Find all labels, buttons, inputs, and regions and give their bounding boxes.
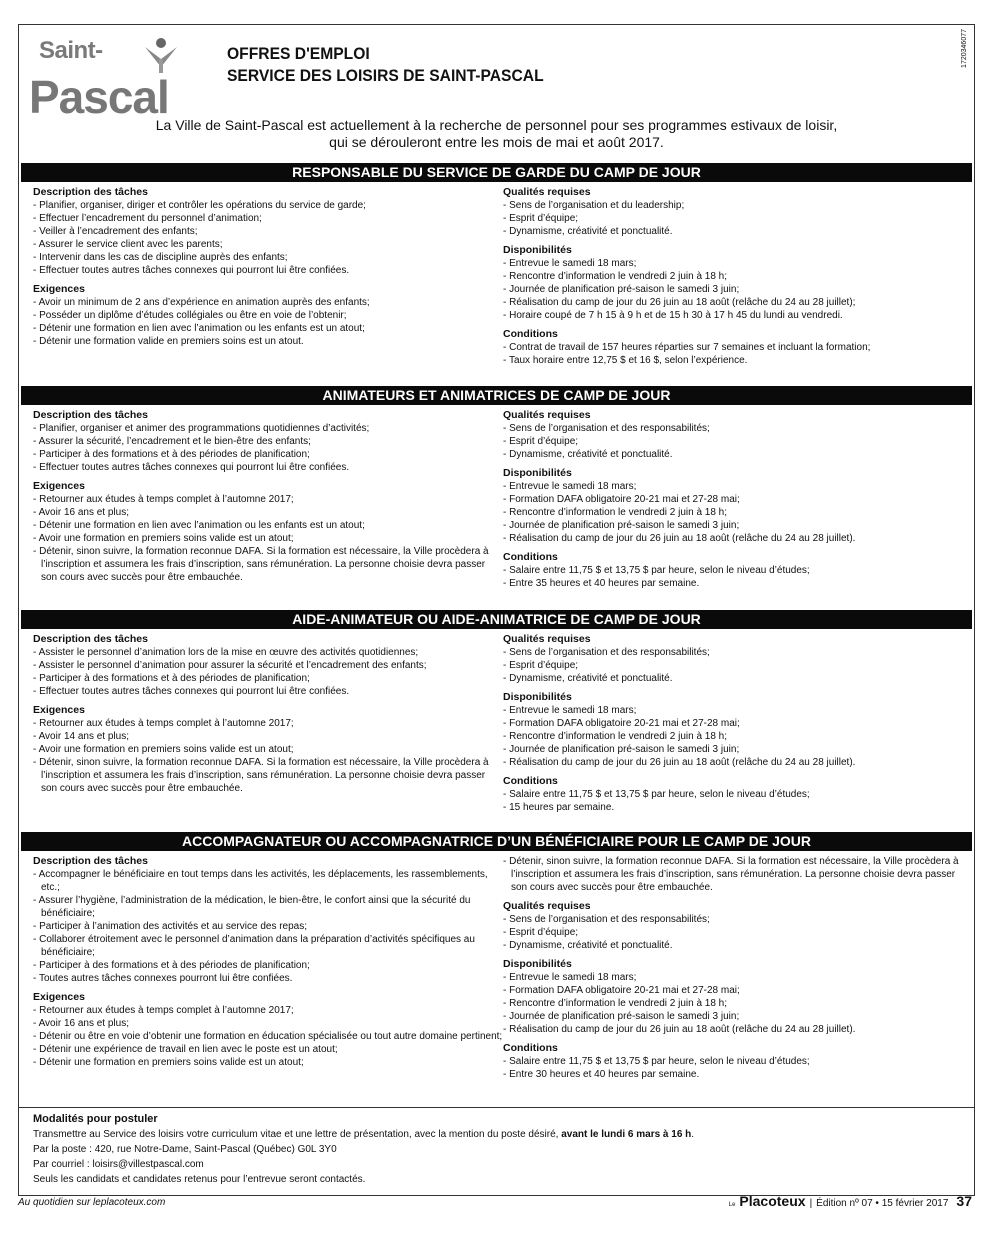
- list-item: - Entrevue le samedi 18 mars;: [503, 480, 973, 493]
- list-item: - Planifier, organiser, diriger et contrôler les opérations du service de garde;: [33, 199, 503, 212]
- info-block: [33, 991, 503, 1069]
- info-block: [503, 633, 973, 685]
- list-item: - Toutes autres tâches connexes pourront lui être confiées.: [33, 972, 503, 985]
- ad-body: [19, 163, 974, 1195]
- list-item: - Journée de planification pré-saison le samedi 3 juin;: [503, 283, 973, 296]
- list-item: - Journée de planification pré-saison le samedi 3 juin;: [503, 1010, 973, 1023]
- section-title: RESPONSABLE DU SERVICE DE GARDE DU CAMP DE JOUR: [21, 163, 972, 182]
- apply-deadline: avant le lundi 6 mars à 16 h: [561, 1129, 692, 1140]
- list-item: - Contrat de travail de 157 heures réparties sur 7 semaines et incluant la formation;: [503, 341, 973, 354]
- logo-text-bottom: Pascal: [29, 71, 169, 123]
- info-block: [503, 775, 973, 814]
- list-item: - Taux horaire entre 12,75 $ et 16 $, selon l’expérience.: [503, 354, 973, 367]
- list-item: - Veiller à l’encadrement des enfants;: [33, 225, 503, 238]
- info-block: [503, 551, 973, 590]
- intro-line-2: qui se dérouleront entre les mois de mai et août 2017.: [329, 134, 664, 150]
- list-item: - Assurer la sécurité, l’encadrement et le bien-être des enfants;: [33, 435, 503, 448]
- edition-info: Édition nº 07 • 15 février 2017: [816, 1198, 949, 1209]
- list-item: - Avoir un minimum de 2 ans d’expérience en animation auprès des enfants;: [33, 296, 503, 309]
- list-item: - Dynamisme, créativité et ponctualité.: [503, 448, 973, 461]
- job-section: [19, 610, 974, 832]
- block-heading: Qualités requises: [503, 900, 591, 912]
- list-item: - Planifier, organiser et animer des programmations quotidiennes d’activités;: [33, 422, 503, 435]
- brand-prefix: Le: [728, 1202, 736, 1208]
- info-block: [33, 480, 503, 584]
- left-column: [33, 633, 503, 826]
- info-block: [33, 855, 503, 985]
- block-heading: Conditions: [503, 551, 558, 563]
- job-ad: [18, 24, 975, 1196]
- list-item: - Détenir une formation en lien avec l’animation ou les enfants est un atout;: [33, 322, 503, 335]
- list-item: - Horaire coupé de 7 h 15 à 9 h et de 15 h 30 à 17 h 45 du lundi au vendredi.: [503, 309, 973, 322]
- ad-code: 1720346077: [961, 29, 968, 68]
- apply-text-end: .: [691, 1129, 695, 1140]
- job-section: [19, 832, 974, 1107]
- section-columns: [19, 405, 974, 610]
- list-item: - Rencontre d’information le vendredi 2 juin à 18 h;: [503, 730, 973, 743]
- list-item: - Effectuer toutes autres tâches connexes qui pourront lui être confiées.: [33, 264, 503, 277]
- left-column: [33, 186, 503, 380]
- left-column: [33, 855, 503, 1101]
- list-item: - Détenir, sinon suivre, la formation reconnue DAFA. Si la formation est nécessaire, la Ville procèdera à l’inscription et assumera les frais d’inscription, sans rémunération. La personne choisie devra passer son cours avec succès pour être embauchée.: [33, 545, 503, 584]
- ad-title: [227, 43, 544, 87]
- right-column: [503, 633, 973, 826]
- list-item: - Journée de planification pré-saison le samedi 3 juin;: [503, 743, 973, 756]
- list-item: - Réalisation du camp de jour du 26 juin au 18 août (relâche du 24 au 28 juillet).: [503, 532, 973, 545]
- intro-text: [19, 117, 974, 151]
- list-item: - Assister le personnel d’animation pour assurer la sécurité et l’encadrement des enfants;: [33, 659, 503, 672]
- list-item: - Réalisation du camp de jour du 26 juin au 18 août (relâche du 24 au 28 juillet).: [503, 1023, 973, 1036]
- logo-text-top: Saint-: [39, 37, 103, 64]
- block-heading: Description des tâches: [33, 855, 148, 867]
- info-block: [503, 409, 973, 461]
- block-heading: Disponibilités: [503, 958, 572, 970]
- email-link[interactable]: loisirs@villestpascal.com: [92, 1159, 204, 1170]
- list-item: - Avoir une formation en premiers soins valide est un atout;: [33, 743, 503, 756]
- list-item: - Détenir ou être en voie d’obtenir une formation en éducation spécialisée ou tout autre domaine pertinent;: [33, 1030, 503, 1043]
- list-item: - Dynamisme, créativité et ponctualité.: [503, 939, 973, 952]
- list-item: - Formation DAFA obligatoire 20-21 mai et 27-28 mai;: [503, 493, 973, 506]
- list-item: - Participer à des formations et à des périodes de planification;: [33, 448, 503, 461]
- block-heading: Exigences: [33, 480, 85, 492]
- list-item: - Esprit d’équipe;: [503, 212, 973, 225]
- list-item: - Formation DAFA obligatoire 20-21 mai et 27-28 mai;: [503, 984, 973, 997]
- list-item: - Réalisation du camp de jour du 26 juin au 18 août (relâche du 24 au 28 juillet);: [503, 296, 973, 309]
- info-block: [33, 704, 503, 795]
- title-line-1: OFFRES D'EMPLOI: [227, 44, 370, 63]
- right-column: [503, 186, 973, 380]
- list-item: - Sens de l’organisation et des responsabilités;: [503, 646, 973, 659]
- application-info: [19, 1107, 974, 1187]
- list-item: - Sens de l’organisation et des responsabilités;: [503, 422, 973, 435]
- apply-instructions: [33, 1127, 974, 1142]
- list-item: - Dynamisme, créativité et ponctualité.: [503, 225, 973, 238]
- block-heading: Description des tâches: [33, 409, 148, 421]
- block-heading: Exigences: [33, 991, 85, 1003]
- list-item: - Avoir 16 ans et plus;: [33, 1017, 503, 1030]
- block-heading: Qualités requises: [503, 409, 591, 421]
- apply-heading: Modalités pour postuler: [33, 1113, 158, 1125]
- section-columns: [19, 182, 974, 386]
- list-item: - Retourner aux études à temps complet à l’automne 2017;: [33, 493, 503, 506]
- footer-website[interactable]: Au quotidien sur leplacoteux.com: [18, 1197, 166, 1208]
- list-item: - Entre 30 heures et 40 heures par semaine.: [503, 1068, 973, 1081]
- brand-name: Placoteux: [739, 1193, 806, 1209]
- list-item: - Esprit d’équipe;: [503, 435, 973, 448]
- list-item: - Entrevue le samedi 18 mars;: [503, 971, 973, 984]
- info-block: [503, 328, 973, 367]
- postal-address: Par la poste : 420, rue Notre-Dame, Saint-Pascal (Québec) G0L 3Y0: [33, 1144, 337, 1155]
- list-item: - Avoir 16 ans et plus;: [33, 506, 503, 519]
- block-heading: Description des tâches: [33, 633, 148, 645]
- list-item: - Sens de l’organisation et du leadership;: [503, 199, 973, 212]
- logo-figure-icon: [141, 37, 181, 73]
- info-block: [503, 958, 973, 1036]
- list-item: - Rencontre d’information le vendredi 2 juin à 18 h;: [503, 506, 973, 519]
- list-item: - Participer à des formations et à des périodes de planification;: [33, 959, 503, 972]
- list-item: - Détenir une formation en premiers soins valide est un atout;: [33, 1056, 503, 1069]
- info-block: [503, 855, 973, 894]
- list-item: - Journée de planification pré-saison le samedi 3 juin;: [503, 519, 973, 532]
- block-heading: Exigences: [33, 704, 85, 716]
- left-column: [33, 409, 503, 604]
- list-item: - Réalisation du camp de jour du 26 juin au 18 août (relâche du 24 au 28 juillet).: [503, 756, 973, 769]
- list-item: - Participer à l’animation des activités et au service des repas;: [33, 920, 503, 933]
- list-item: - Dynamisme, créativité et ponctualité.: [503, 672, 973, 685]
- info-block: [503, 691, 973, 769]
- list-item: - Rencontre d’information le vendredi 2 juin à 18 h;: [503, 270, 973, 283]
- list-item: - Avoir une formation en premiers soins valide est un atout;: [33, 532, 503, 545]
- list-item: - Entrevue le samedi 18 mars;: [503, 704, 973, 717]
- info-block: [503, 1042, 973, 1081]
- section-title: ACCOMPAGNATEUR OU ACCOMPAGNATRICE D’UN BÉNÉFICIAIRE POUR LE CAMP DE JOUR: [21, 832, 972, 851]
- block-heading: Conditions: [503, 328, 558, 340]
- page-number: 37: [956, 1193, 972, 1209]
- list-item: - Esprit d’équipe;: [503, 926, 973, 939]
- right-column: [503, 855, 973, 1101]
- list-item: - Effectuer toutes autres tâches connexes qui pourront lui être confiées.: [33, 685, 503, 698]
- list-item: - Retourner aux études à temps complet à l’automne 2017;: [33, 1004, 503, 1017]
- apply-note: Seuls les candidats et candidates retenus pour l’entrevue seront contactés.: [33, 1174, 366, 1185]
- list-item: - Détenir une formation valide en premiers soins est un atout.: [33, 335, 503, 348]
- section-columns: [19, 851, 974, 1107]
- list-item: - Avoir 14 ans et plus;: [33, 730, 503, 743]
- block-heading: Qualités requises: [503, 186, 591, 198]
- list-item: - Assurer le service client avec les parents;: [33, 238, 503, 251]
- info-block: [503, 186, 973, 238]
- info-block: [503, 467, 973, 545]
- right-column: [503, 409, 973, 604]
- block-heading: Disponibilités: [503, 467, 572, 479]
- job-sections: [19, 163, 974, 1107]
- list-item: - Salaire entre 11,75 $ et 13,75 $ par heure, selon le niveau d’études;: [503, 1055, 973, 1068]
- info-block: [33, 186, 503, 277]
- block-heading: Description des tâches: [33, 186, 148, 198]
- list-item: - Posséder un diplôme d’études collégiales ou être en voie de l’obtenir;: [33, 309, 503, 322]
- apply-text: Transmettre au Service des loisirs votre curriculum vitae et une lettre de présentation, avec la mention du poste désiré,: [33, 1129, 562, 1140]
- section-columns: [19, 629, 974, 832]
- list-item: - Assister le personnel d’animation lors de la mise en œuvre des activités quotidiennes;: [33, 646, 503, 659]
- list-item: - Détenir une formation en lien avec l’animation ou les enfants est un atout;: [33, 519, 503, 532]
- job-section: [19, 386, 974, 610]
- list-item: - Sens de l’organisation et des responsabilités;: [503, 913, 973, 926]
- list-item: - Détenir, sinon suivre, la formation reconnue DAFA. Si la formation est nécessaire, la Ville procèdera à l’inscription et assumera les frais d’inscription, sans rémunération. La personne choisie devra passer son cours avec succès pour être embauchée.: [503, 855, 973, 894]
- intro-line-1: La Ville de Saint-Pascal est actuellement à la recherche de personnel pour ses programmes estivaux de loisir,: [155, 117, 838, 133]
- list-item: - Détenir, sinon suivre, la formation reconnue DAFA. Si la formation est nécessaire, la Ville procèdera à l’inscription et assumera les frais d’inscription, sans rémunération. La personne choisie devra passer son cours avec succès pour être embauchée.: [33, 756, 503, 795]
- list-item: - Assurer l’hygiène, l’administration de la médication, le bien-être, le confort ainsi que la sécurité du bénéficiaire;: [33, 894, 503, 920]
- list-item: - Entre 35 heures et 40 heures par semaine.: [503, 577, 973, 590]
- list-item: - Rencontre d’information le vendredi 2 juin à 18 h;: [503, 997, 973, 1010]
- list-item: - Salaire entre 11,75 $ et 13,75 $ par heure, selon le niveau d’études;: [503, 788, 973, 801]
- list-item: - Salaire entre 11,75 $ et 13,75 $ par heure, selon le niveau d’études;: [503, 564, 973, 577]
- block-heading: Conditions: [503, 1042, 558, 1054]
- list-item: - Détenir une expérience de travail en lien avec le poste est un atout;: [33, 1043, 503, 1056]
- info-block: [33, 633, 503, 698]
- block-heading: Conditions: [503, 775, 558, 787]
- separator: |: [809, 1198, 813, 1209]
- list-item: - Effectuer l’encadrement du personnel d’animation;: [33, 212, 503, 225]
- info-block: [503, 244, 973, 322]
- email-label: Par courriel :: [33, 1159, 93, 1170]
- block-heading: Disponibilités: [503, 244, 572, 256]
- list-item: - Effectuer toutes autres tâches connexes qui pourront lui être confiées.: [33, 461, 503, 474]
- list-item: - 15 heures par semaine.: [503, 801, 973, 814]
- block-heading: Qualités requises: [503, 633, 591, 645]
- block-heading: Disponibilités: [503, 691, 572, 703]
- list-item: - Formation DAFA obligatoire 20-21 mai et 27-28 mai;: [503, 717, 973, 730]
- list-item: - Esprit d’équipe;: [503, 659, 973, 672]
- list-item: - Collaborer étroitement avec le personnel d’animation dans la préparation d’activités spécifiques au bénéficiaire;: [33, 933, 503, 959]
- info-block: [33, 283, 503, 348]
- list-item: - Participer à des formations et à des périodes de planification;: [33, 672, 503, 685]
- list-item: - Accompagner le bénéficiaire en tout temps dans les activités, les déplacements, les rassemblements, etc.;: [33, 868, 503, 894]
- list-item: - Retourner aux études à temps complet à l’automne 2017;: [33, 717, 503, 730]
- block-heading: Exigences: [33, 283, 85, 295]
- info-block: [503, 900, 973, 952]
- section-title: ANIMATEURS ET ANIMATRICES DE CAMP DE JOUR: [21, 386, 972, 405]
- title-line-2: SERVICE DES LOISIRS DE SAINT-PASCAL: [227, 66, 544, 85]
- section-title: AIDE-ANIMATEUR OU AIDE-ANIMATRICE DE CAMP DE JOUR: [21, 610, 972, 629]
- job-section: [19, 163, 974, 386]
- email-line: [33, 1157, 974, 1172]
- info-block: [33, 409, 503, 474]
- footer-edition: [729, 1193, 972, 1209]
- list-item: - Entrevue le samedi 18 mars;: [503, 257, 973, 270]
- list-item: - Intervenir dans les cas de discipline auprès des enfants;: [33, 251, 503, 264]
